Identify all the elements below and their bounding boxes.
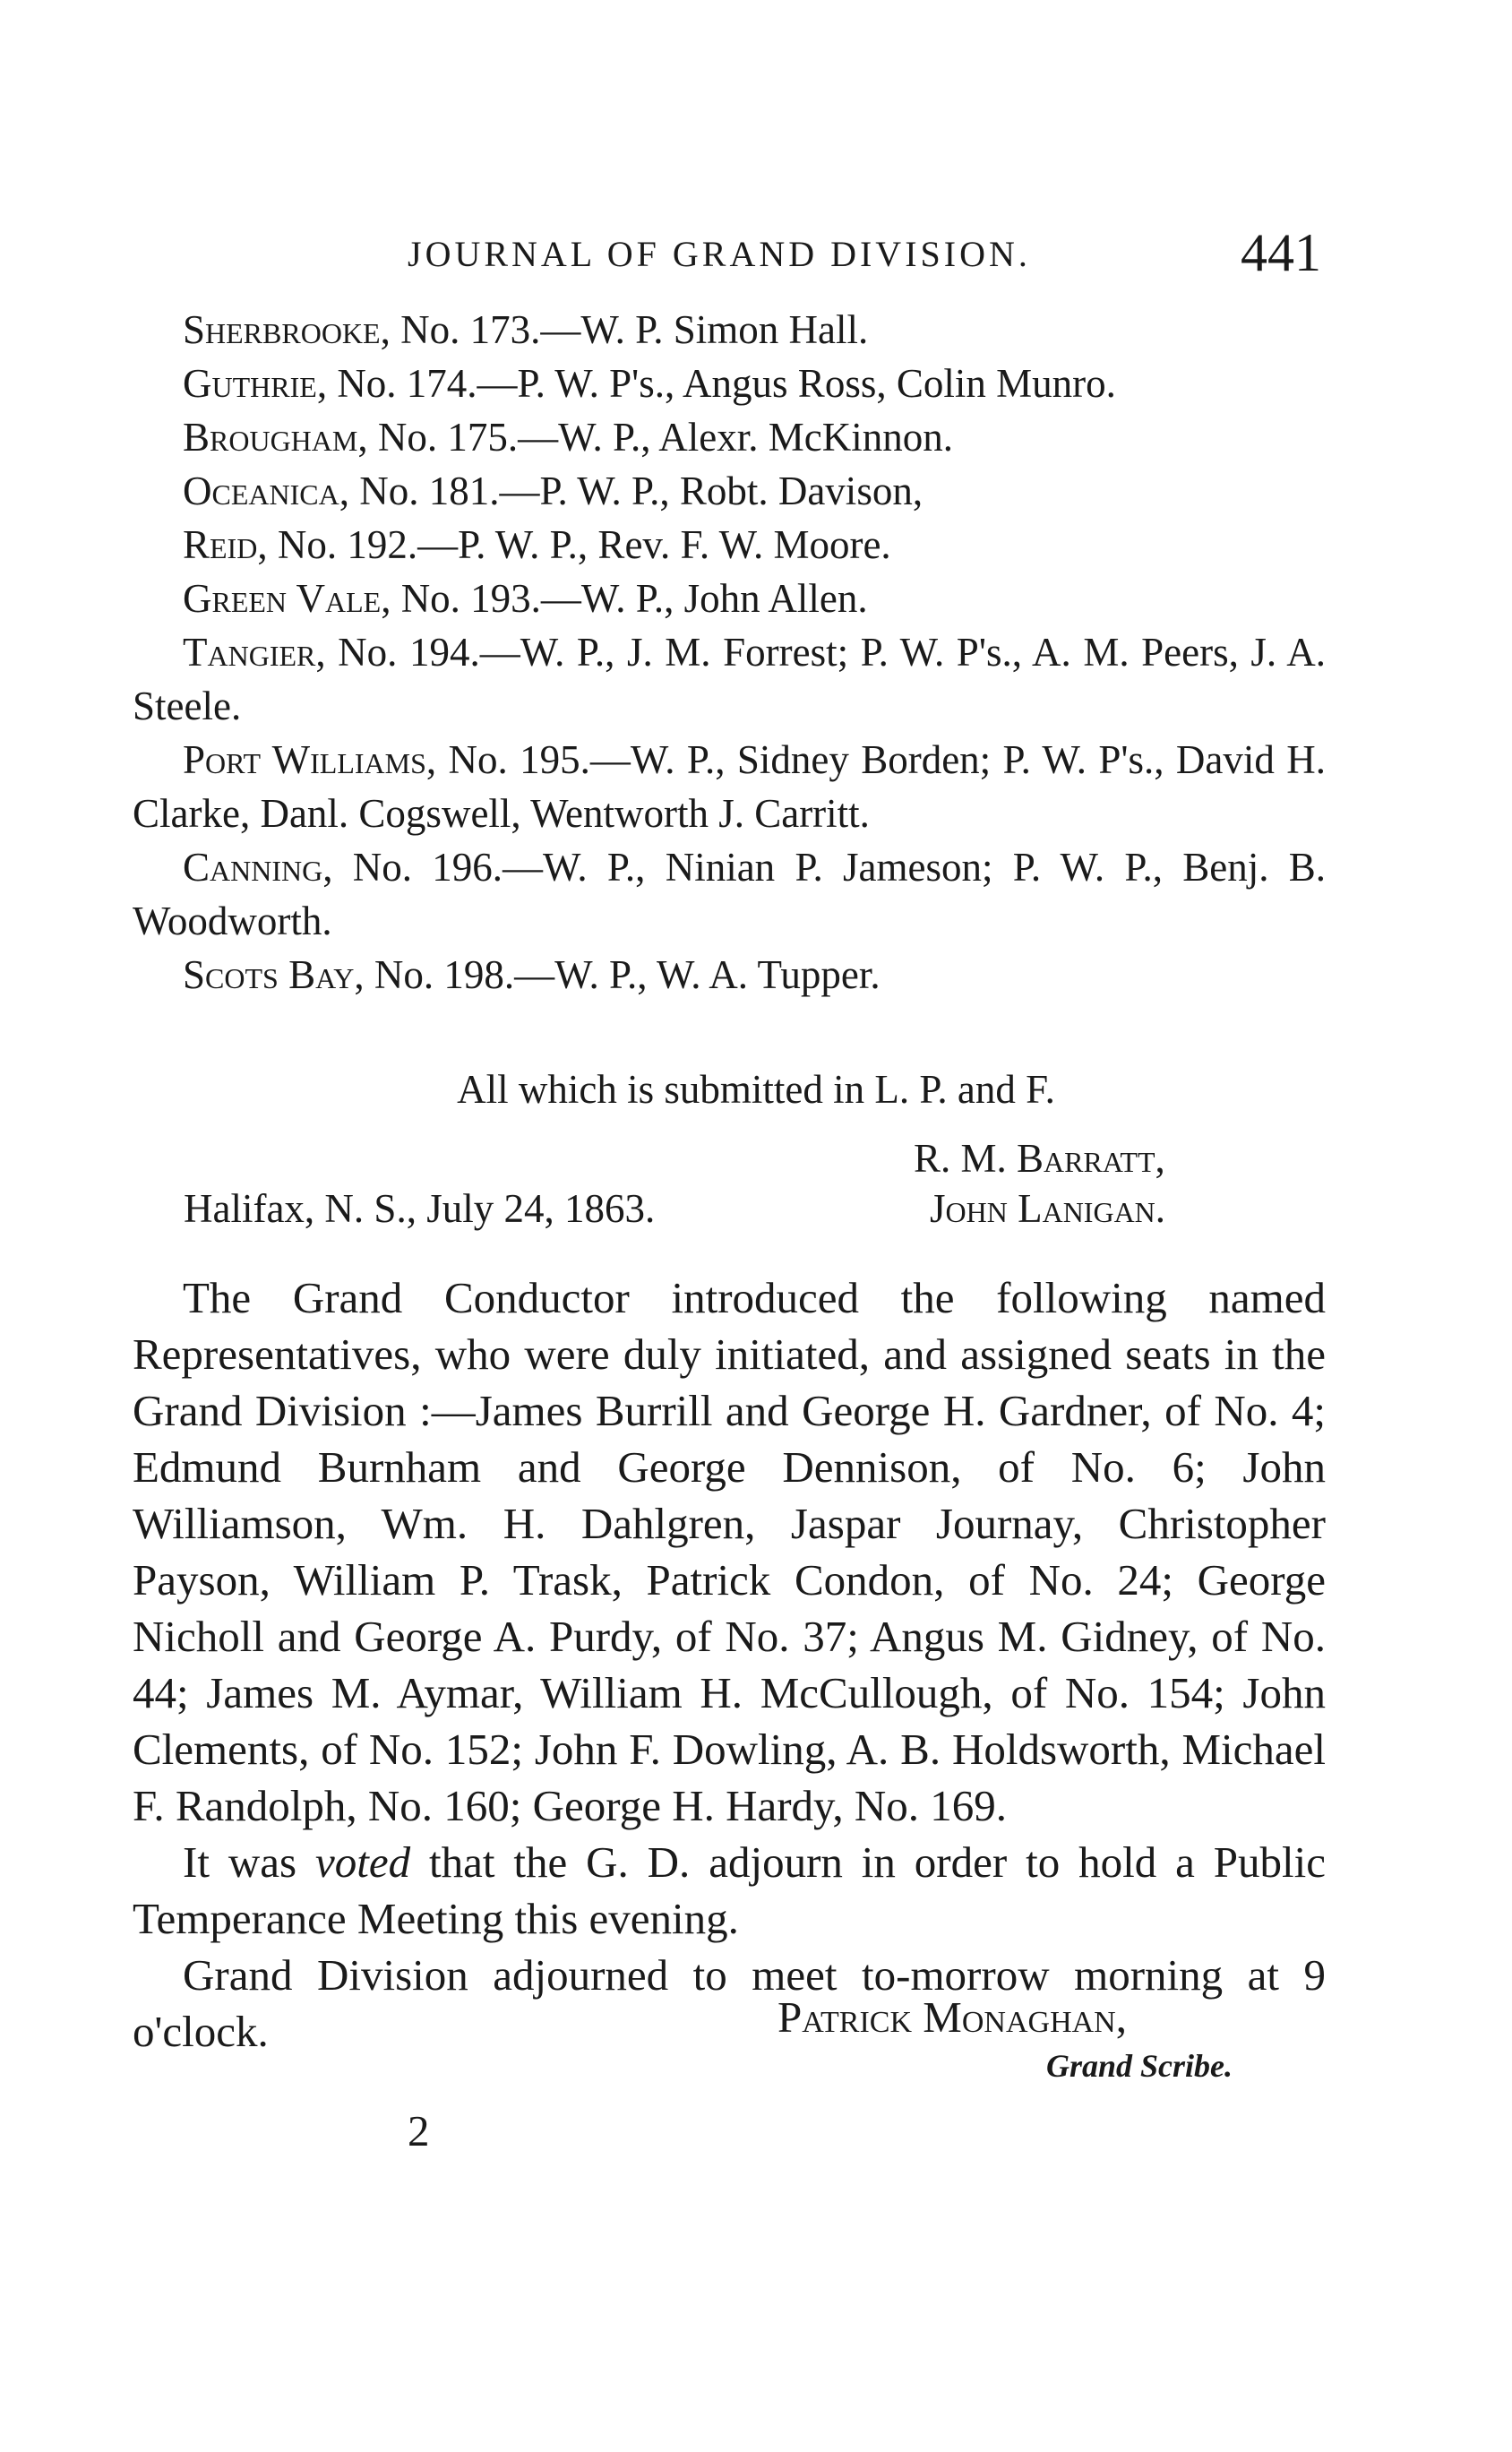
page-header xyxy=(0,222,1512,285)
lodge-list xyxy=(133,303,1326,1002)
lodge-entry xyxy=(133,303,1326,357)
signer-barratt xyxy=(914,1135,1165,1182)
lodge-details: , No. 174.—P. W. P's., Angus Ross, Colin Munro. xyxy=(316,361,1116,406)
lodge-name: Green Vale xyxy=(183,576,382,621)
lodge-name: Port Williams xyxy=(183,737,426,782)
lodge-name: Scots Bay xyxy=(183,952,355,997)
lodge-entry xyxy=(133,410,1326,464)
lodge-entry xyxy=(133,464,1326,518)
lodge-name: Reid xyxy=(183,522,258,567)
lodge-name: Oceanica xyxy=(183,469,339,513)
place-date: Halifax, N. S., July 24, 1863. xyxy=(184,1186,656,1231)
page-number: 441 xyxy=(1241,223,1321,282)
lodge-details: , No. 193.—W. P., John Allen. xyxy=(381,576,868,621)
lodge-name: Brougham xyxy=(183,415,358,460)
paragraph-adjourn: Grand Division adjourned to meet to-morrow morning at 9 o'clock. xyxy=(133,1950,1326,2056)
submission-line: All which is submitted in L. P. and F. xyxy=(457,1067,1055,1112)
lodge-name: Sherbrooke xyxy=(183,307,381,352)
paragraph-vote xyxy=(133,1834,1326,1947)
lodge-details: , No. 175.—W. P., Alexr. McKinnon. xyxy=(357,415,953,460)
lodge-details: , No. 173.—W. P. Simon Hall. xyxy=(380,307,869,352)
lodge-details: , No. 195.—W. P., Sidney Borden; P. W. P's., David H. Clarke, Danl. Cogswell, Wentworth J. Carritt. xyxy=(133,737,1327,836)
lodge-entry xyxy=(133,840,1326,948)
scribe-title: Grand Scribe. xyxy=(1046,2048,1233,2084)
lodge-details: , No. 181.—P. W. P., Robt. Davison, xyxy=(339,469,924,513)
vote-emphasis: voted xyxy=(314,1837,411,1887)
signer-surname: Barratt, xyxy=(1017,1136,1165,1181)
lodge-entry xyxy=(133,948,1326,1002)
lodge-details: , No. 194.—W. P., J. M. Forrest; P. W. P's., A. M. Peers, J. A. Steele. xyxy=(133,630,1326,728)
vote-text-end: that the G. D. adjourn in order to hold a Public Temperance Meeting this evening. xyxy=(133,1837,1326,1943)
scribe-name: Patrick Monaghan, xyxy=(777,1992,1127,2042)
lodge-name: Tangier xyxy=(183,630,316,675)
lodge-entry xyxy=(133,625,1326,733)
signer-initials: R. M. xyxy=(914,1136,1018,1181)
paragraph-representatives: The Grand Conductor introduced the following named Representatives, who were duly initiated, and assigned seats in the Grand Division :—James Burrill and George H. Gardner, of No. 4; Edmund Burnham and George Dennison, of No. 6; John Williamson, Wm. H. Dahlgren, Jaspar Journay, Christopher Payson, William P. Trask, Patrick Condon, of No. 24; George Nicholl and George A. Purdy, of No. 37; Angus M. Gidney, of No. 44; James M. Aymar, William H. McCullough, of No. 154; John Clements, of No. 152; John F. Dowling, A. B. Holdsworth, Michael F. Randolph, No. 160; George H. Hardy, No. 169. xyxy=(133,1273,1326,1830)
lodge-details: , No. 192.—P. W. P., Rev. F. W. Moore. xyxy=(257,522,891,567)
signer-lanigan: John Lanigan. xyxy=(930,1186,1166,1231)
lodge-entry xyxy=(133,572,1326,625)
lodge-entry xyxy=(133,357,1326,410)
lodge-details: , No. 196.—W. P., Ninian P. Jameson; P. W. P., Benj. B. Woodworth. xyxy=(133,845,1326,943)
lodge-name: Guthrie xyxy=(183,361,317,406)
signature-mark: 2 xyxy=(408,2106,430,2155)
lodge-entry xyxy=(133,733,1326,840)
vote-text-start: It was xyxy=(183,1837,315,1887)
minutes-body xyxy=(133,1269,1326,2060)
lodge-name: Canning xyxy=(183,845,323,890)
lodge-entry xyxy=(133,518,1326,572)
lodge-details: , No. 198.—W. P., W. A. Tupper. xyxy=(354,952,881,997)
running-head: JOURNAL OF GRAND DIVISION. xyxy=(408,234,1031,274)
